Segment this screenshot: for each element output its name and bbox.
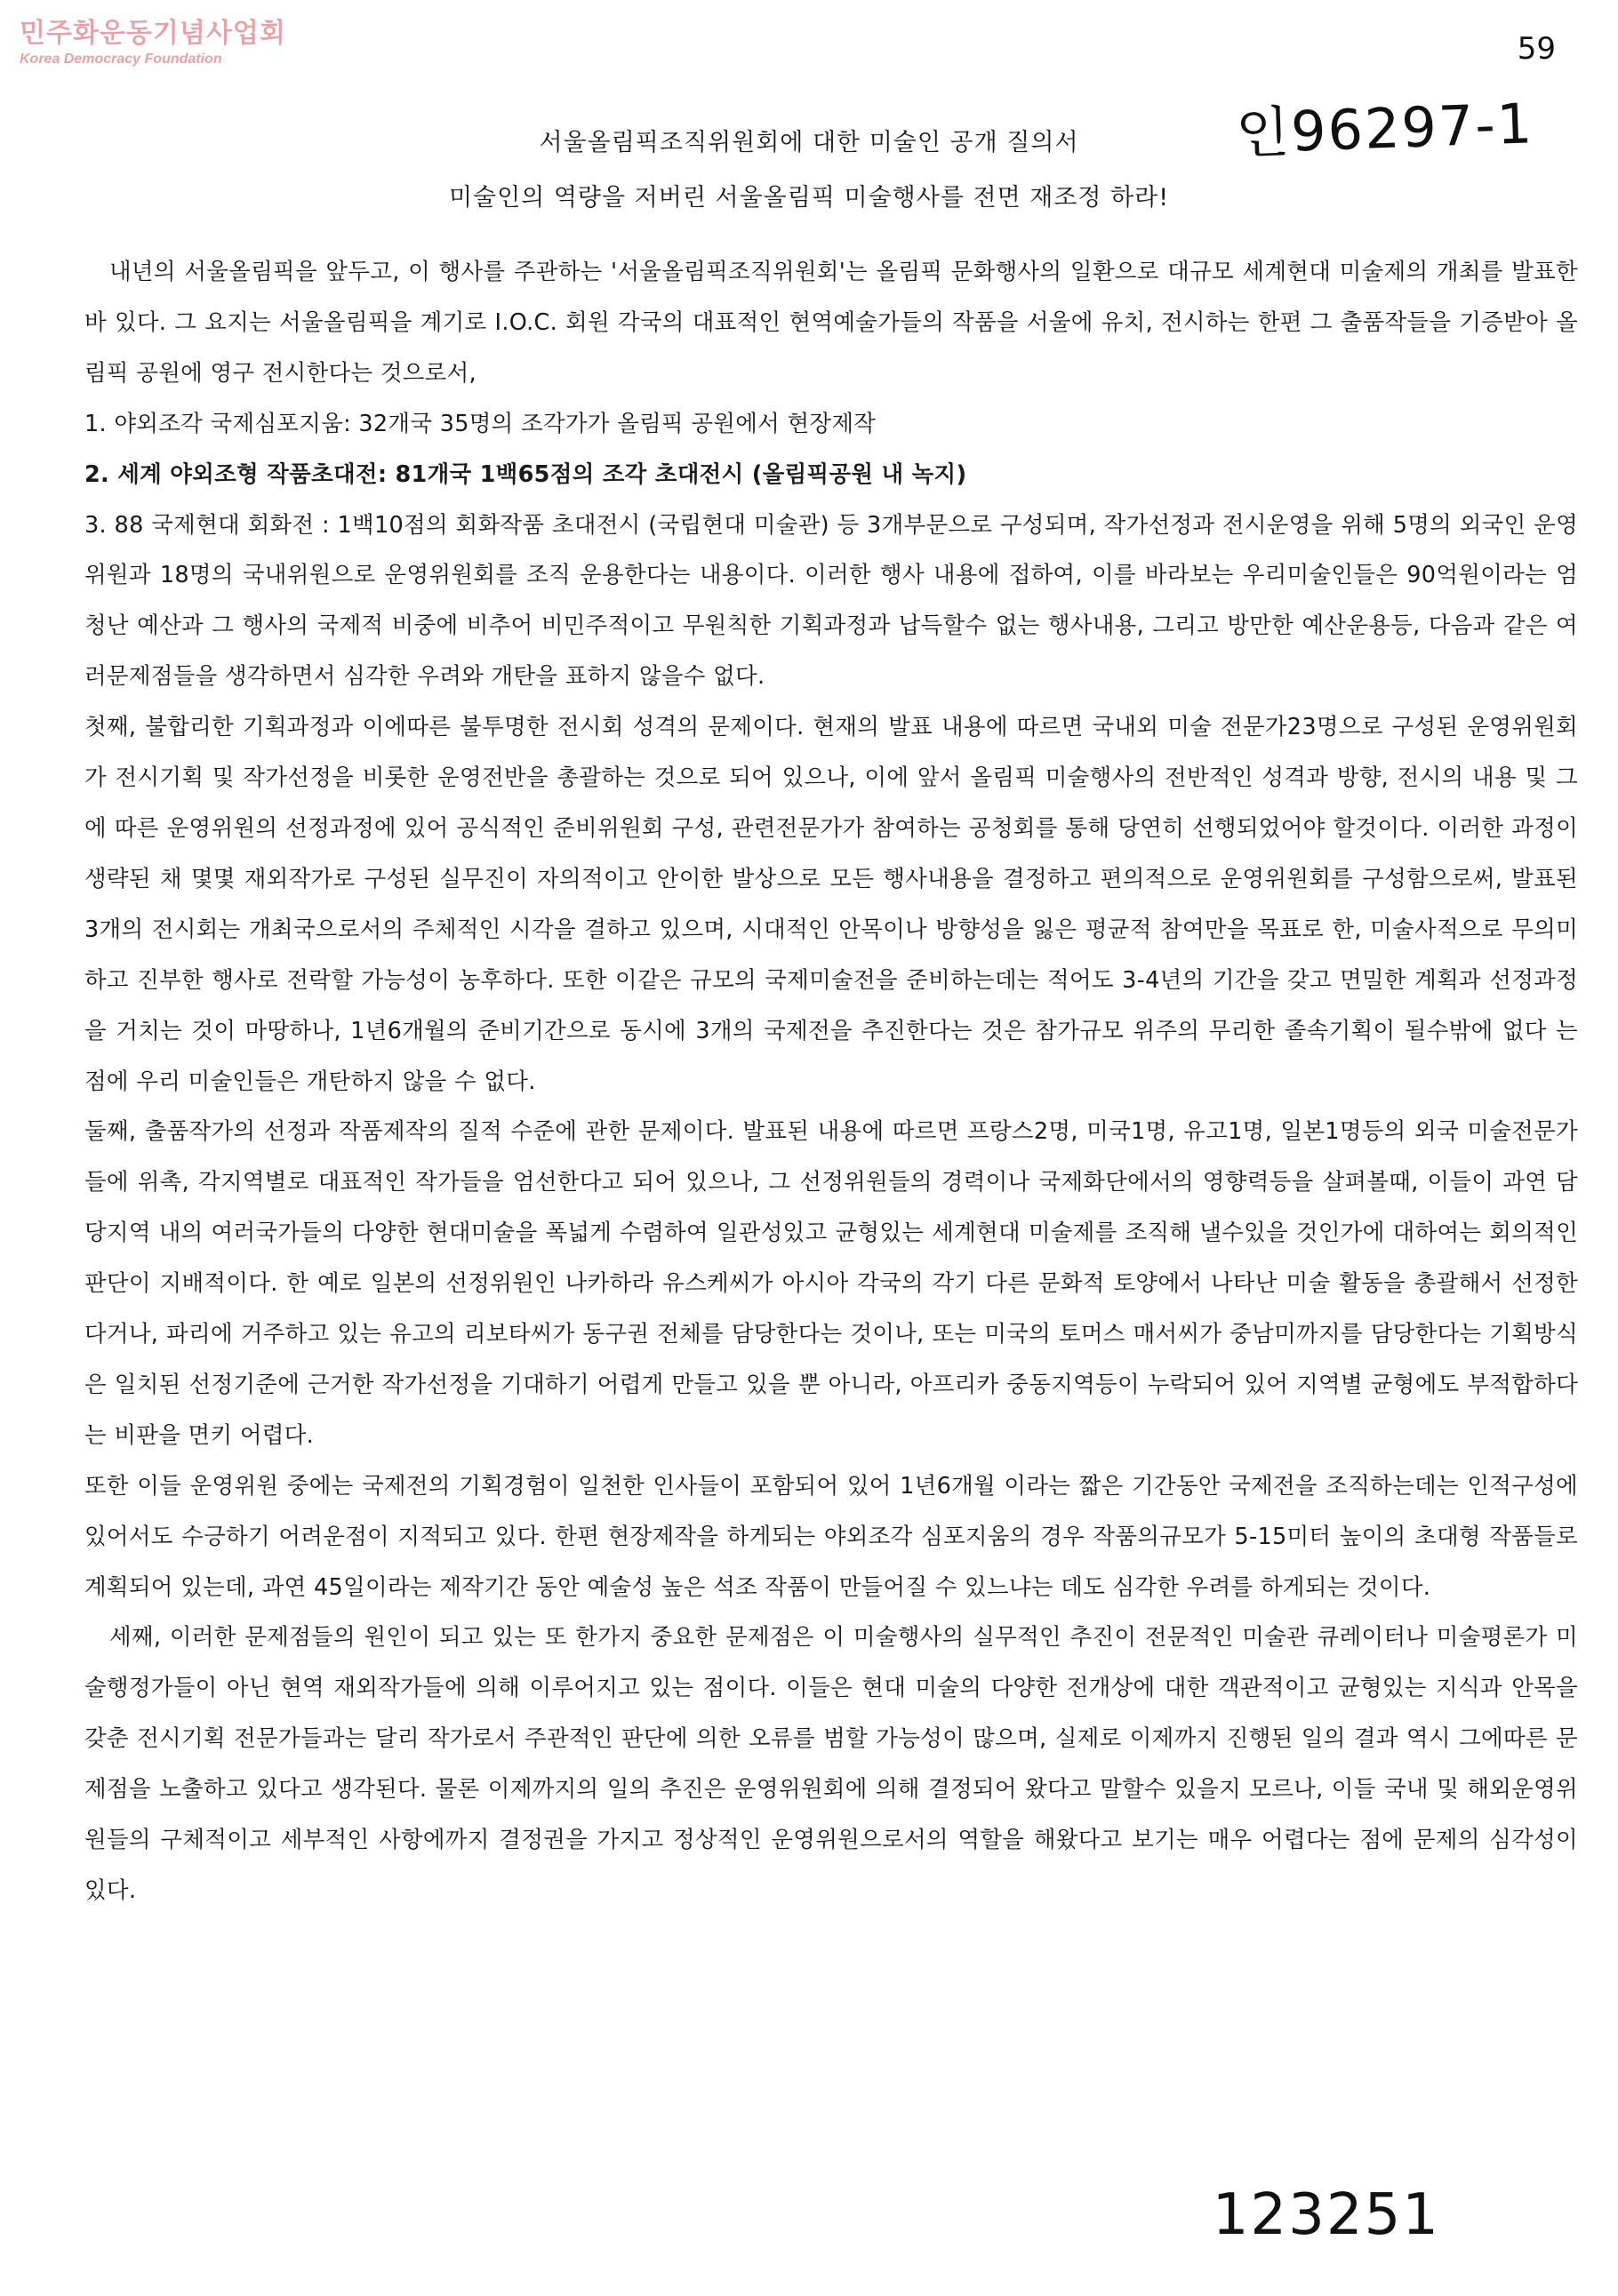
paragraph-intro: 내년의 서울올림픽을 앞두고, 이 행사를 주관하는 '서울올림픽조직위원회'는 올림픽 문화행사의 일환으로 대규모 세계현대 미술제의 개최를 발표한바 있다. 그 요지는 서울올림픽을 계기로 I.O.C. 회원 각국의 대표적인 현역예술가들의 작품을 서울에 유치, 전시하는 한편 그 출품작들을 기증받아 올림픽 공원에 영구 전시한다는 것으로서,: [84, 259, 1578, 387]
paragraph-second-point: 둘째, 출품작가의 선정과 작품제작의 질적 수준에 관한 문제이다. 발표된 내용에 따르면 프랑스2명, 미국1명, 유고1명, 일본1명등의 외국 미술전문가들에 위촉, 각지역별로 대표적인 작가들을 엄선한다고 되어 있으나, 그 선정위원들의 경력이나 국제화단에서의 영향력등을 살펴볼때, 이들이 과연 담당지역 내의 여러국가들의 다양한 현대미술을 폭넓게 수렴하여 일관성있고 균형있는 세계현대 미술제를 조직해 낼수있을 것인가에 대하여는 회의적인 판단이 지배적이다. 한 예로 일본의 선정위원인 나카하라 유스케씨가 아시아 각국의 각기 다른 문화적 토양에서 나타난 미술 활동을 총괄해서 선정한다거나, 파리에 거주하고 있는 유고의 리보타씨가 동구권 전체를 담당한다는 것이나, 또는 미국의 토머스 매서씨가 중남미까지를 담당한다는 기획방식은 일치된 선정기준에 근거한 작가선정을 기대하기 어렵게 만들고 있을 뿐 아니라, 아프리카 중동지역등이 누락되어 있어 지역별 균형에도 부적합하다는 비판을 면키 어렵다.: [84, 1118, 1578, 1449]
foundation-watermark: [20, 11, 286, 68]
watermark-korean: 민주화운동기념사업회: [20, 18, 286, 49]
paragraph-second-point-continued: 또한 이들 운영위원 중에는 국제전의 기획경험이 일천한 인사들이 포함되어 있어 1년6개월 이라는 짧은 기간동안 국제전을 조직하는데는 인적구성에 있어서도 수긍하기 어려운점이 지적되고 있다. 한편 현장제작을 하게되는 야외조각 심포지움의 경우 작품의규모가 5-15미터 높이의 초대형 작품들로 계획되어 있는데, 과연 45일이라는 제작기간 동안 예술성 높은 석조 작품이 만들어질 수 있느냐는 데도 심각한 우려를 하게되는 것이다.: [84, 1472, 1578, 1601]
document-body: [84, 247, 1578, 1916]
list-item-3: 3. 88 국제현대 회화전 : 1백10점의 회화작품 초대전시 (국립현대 미술관) 등 3개부문으로 구성되며, 작가선정과 전시운영을 위해 5명의 외국인 운영위원과 18명의 국내위원으로 운영위원회를 조직 운용한다는 내용이다. 이러한 행사 내용에 접하여, 이를 바라보는 우리미술인들은 90억원이라는 엄청난 예산과 그 행사의 국제적 비중에 비추어 비민주적이고 무원칙한 기획과정과 납득할수 없는 행사내용, 그리고 방만한 예산운용등, 다음과 같은 여러문제점들을 생각하면서 심각한 우려와 개탄을 표하지 않을수 없다.: [84, 511, 1578, 691]
handwritten-document-number: 123251: [1212, 2182, 1440, 2248]
list-item-1: 1. 야외조각 국제심포지움: 32개국 35명의 조각가가 올림픽 공원에서 현장제작: [84, 410, 877, 437]
list-item-2: 2. 세계 야외조형 작품초대전: 81개국 1백65점의 조각 초대전시 (올림픽공원 내 녹지): [84, 460, 967, 488]
watermark-english: Korea Democracy Foundation: [20, 52, 222, 67]
handwritten-page-number: 59: [1517, 31, 1556, 67]
document-title: 서울올림픽조직위원회에 대한 미술인 공개 질의서: [539, 129, 1079, 156]
document-subtitle: 미술인의 역량을 저버린 서울올림픽 미술행사를 전면 재조정 하라!: [448, 184, 1170, 212]
handwritten-archive-code: 인96297-1: [1235, 91, 1535, 166]
paragraph-third-point: 세째, 이러한 문제점들의 원인이 되고 있는 또 한가지 중요한 문제점은 이 미술행사의 실무적인 추진이 전문적인 미술관 큐레이터나 미술평론가 미술행정가들이 아닌 현역 재외작가들에 의해 이루어지고 있는 점이다. 이들은 현대 미술의 다양한 전개상에 대한 객관적이고 균형있는 지식과 안목을 갖춘 전시기획 전문가들과는 달리 작가로서 주관적인 판단에 의한 오류를 범할 가능성이 많으며, 실제로 이제까지 진행된 일의 결과 역시 그에따른 문제점을 노출하고 있다고 생각된다. 물론 이제까지의 일의 추진은 운영위원회에 의해 결정되어 왔다고 말할수 있을지 모르나, 이들 국내 및 해외운영위원들의 구체적이고 세부적인 사항에까지 결정권을 가지고 정상적인 운영위원으로서의 역할을 해왔다고 보기는 매우 어렵다는 점에 문제의 심각성이 있다.: [84, 1624, 1578, 1904]
paragraph-first-point: 첫째, 불합리한 기획과정과 이에따른 불투명한 전시회 성격의 문제이다. 현재의 발표 내용에 따르면 국내외 미술 전문가23명으로 구성된 운영위원회가 전시기획 및 작가선정을 비롯한 운영전반을 총괄하는 것으로 되어 있으나, 이에 앞서 올림픽 미술행사의 전반적인 성격과 방향, 전시의 내용 및 그에 따른 운영위원의 선정과정에 있어 공식적인 준비위원회 구성, 관련전문가가 참여하는 공청회를 통해 당연히 선행되었어야 할것이다. 이러한 과정이 생략된 채 몇몇 재외작가로 구성된 실무진이 자의적이고 안이한 발상으로 모든 행사내용을 결정하고 편의적으로 운영위원회를 구성함으로써, 발표된 3개의 전시회는 개최국으로서의 주체적인 시각을 결하고 있으며, 시대적인 안목이나 방향성을 잃은 평균적 참여만을 목표로 한, 미술사적으로 무의미하고 진부한 행사로 전락할 가능성이 농후하다. 또한 이같은 규모의 국제미술전을 준비하는데는 적어도 3-4년의 기간을 갖고 면밀한 계획과 선정과정을 거치는 것이 마땅하나, 1년6개월의 준비기간으로 동시에 3개의 국제전을 추진한다는 것은 참가규모 위주의 무리한 졸속기획이 될수밖에 없다 는 점에 우리 미술인들은 개탄하지 않을 수 없다.: [84, 714, 1578, 1095]
